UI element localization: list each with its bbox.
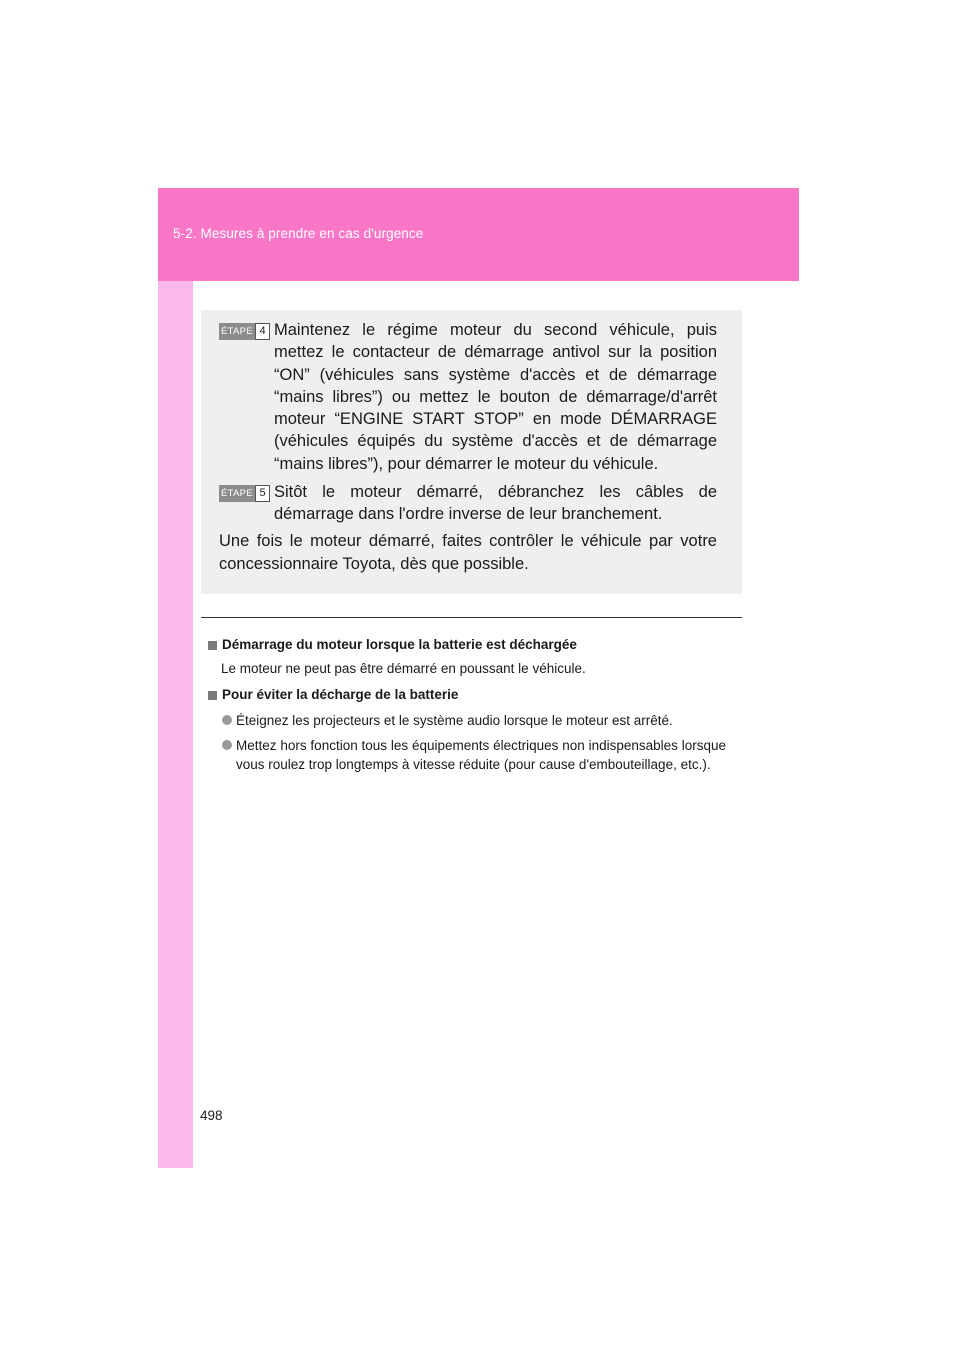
note-heading-text: Démarrage du moteur lorsque la batterie est déchargée: [222, 637, 577, 652]
step-badge-number: 5: [255, 485, 270, 502]
list-item-text: Mettez hors fonction tous les équipements électriques non indispensables lorsque vous roulez trop longtemps à vitesse réduite (pour cause d'embouteillage, etc.).: [236, 738, 726, 772]
step-text: Sitôt le moteur démarré, débranchez les câbles de démarrage dans l'ordre inverse de leur branchement.: [274, 483, 717, 524]
note-text: Le moteur ne peut pas être démarré en poussant le véhicule.: [221, 661, 586, 676]
step-5: [219, 481, 717, 526]
page-number: 498: [200, 1108, 223, 1123]
step-4: [219, 319, 717, 475]
step-badge-number: 4: [255, 323, 270, 340]
step-badge: [219, 323, 270, 340]
list-item: [208, 736, 726, 774]
square-bullet-icon: [208, 691, 217, 700]
circle-bullet-icon: [222, 715, 232, 725]
notes-section: [208, 635, 726, 774]
list-item: [208, 711, 726, 730]
divider: [201, 617, 742, 618]
side-strip: [158, 281, 193, 1168]
note-heading-text: Pour éviter la décharge de la batterie: [222, 687, 459, 702]
list-item-text: Éteignez les projecteurs et le système audio lorsque le moteur est arrêté.: [236, 713, 673, 728]
step-badge-label: ÉTAPE: [219, 323, 255, 340]
section-title: 5-2. Mesures à prendre en cas d'urgence: [173, 226, 424, 241]
square-bullet-icon: [208, 641, 217, 650]
circle-bullet-icon: [222, 740, 232, 750]
step-badge-label: ÉTAPE: [219, 485, 255, 502]
step-badge: [219, 485, 270, 502]
note-heading: [208, 685, 726, 705]
closing-paragraph: Une fois le moteur démarré, faites contrôler le véhicule par votre concessionnaire Toyota, dès que possible.: [219, 532, 717, 573]
note-heading: [208, 635, 726, 655]
step-text: Maintenez le régime moteur du second véhicule, puis mettez le contacteur de démarrage antivol sur la position “ON” (véhicules sans système d'accès et de démarrage “mains libres”) ou mettez le bouton de démarrage/d'arrêt moteur “ENGINE START STOP” en mode DÉMARRAGE (véhicules équipés du système d'accès et de démarrage “mains libres”), pour démarrer le moteur du véhicule.: [274, 321, 717, 473]
